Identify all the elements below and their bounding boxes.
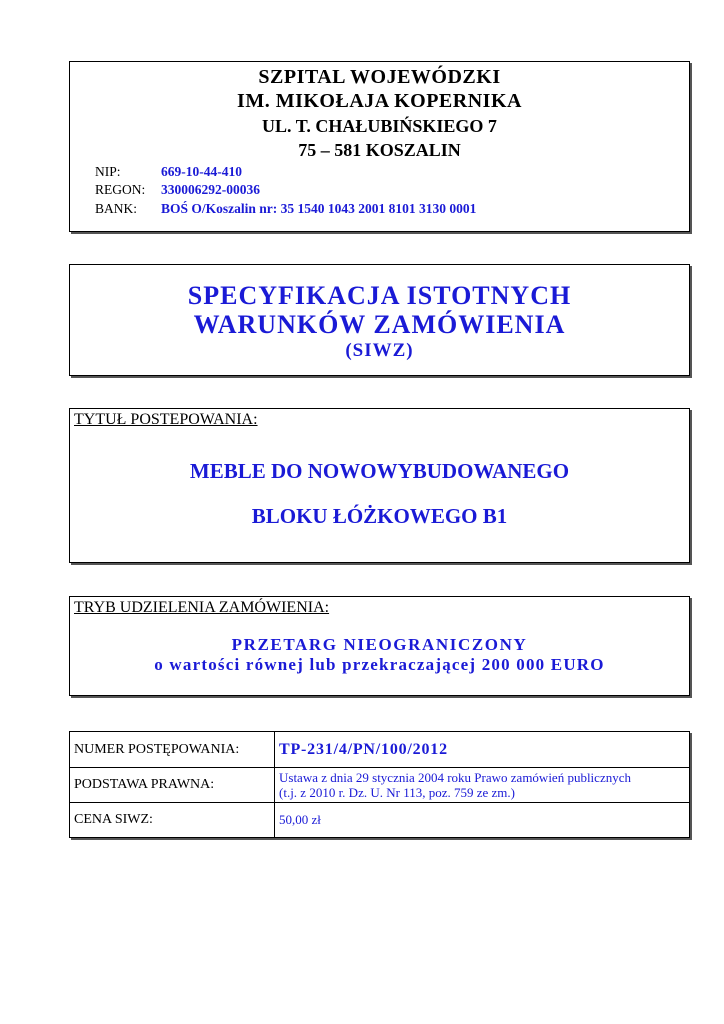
bank-label: BANK: — [95, 201, 138, 216]
regon-label: REGON: — [95, 182, 146, 197]
nip-value: 669-10-44-410 — [161, 164, 242, 179]
procedure-line1: PRZETARG NIEOGRANICZONY — [231, 635, 528, 654]
case-number-value — [275, 732, 690, 768]
regon-row — [95, 182, 260, 198]
title-line1: SPECYFIKACJA ISTOTNYCH — [187, 281, 572, 310]
nip-label: NIP: — [95, 164, 121, 179]
hospital-street: UL. T. CHAŁUBIŃSKIEGO 7 — [262, 116, 497, 136]
legal-basis-line1: Ustawa z dnia 29 stycznia 2004 roku Prawo zamówień publicznych — [279, 770, 631, 785]
nip-row — [95, 164, 242, 180]
subject-line1: MEBLE DO NOWOWYBUDOWANEGO — [189, 459, 570, 483]
price-label: CENA SIWZ: — [70, 803, 275, 838]
bank-row — [95, 201, 476, 217]
details-table — [69, 731, 690, 838]
price-value — [275, 803, 690, 838]
title-abbreviation: (SIWZ) — [345, 340, 414, 361]
table-row — [70, 803, 690, 838]
subject-line2: BLOKU ŁÓŻKOWEGO B1 — [251, 504, 508, 528]
table-row — [70, 768, 690, 803]
regon-value: 330006292-00036 — [161, 182, 260, 197]
document-title-box — [69, 264, 690, 376]
procedure-line2: o wartości równej lub przekraczającej 200 000 EURO — [154, 655, 605, 674]
subject-box — [69, 408, 690, 563]
case-number-text: TP-231/4/PN/100/2012 — [279, 740, 448, 758]
subject-label: TYTUŁ POSTEPOWANIA: — [74, 411, 258, 428]
procedure-box — [69, 596, 690, 696]
legal-basis-value — [275, 768, 690, 803]
hospital-header-box — [69, 61, 690, 232]
hospital-city: 75 – 581 KOSZALIN — [298, 140, 461, 160]
legal-basis-label: PODSTAWA PRAWNA: — [70, 768, 275, 803]
title-line2: WARUNKÓW ZAMÓWIENIA — [193, 310, 566, 339]
table-row — [70, 732, 690, 768]
legal-basis-line2: (t.j. z 2010 r. Dz. U. Nr 113, poz. 759 ze zm.) — [279, 785, 515, 800]
hospital-name-line1: SZPITAL WOJEWÓDZKI — [258, 66, 501, 88]
hospital-name-line2: IM. MIKOŁAJA KOPERNIKA — [237, 90, 522, 112]
bank-value: BOŚ O/Koszalin nr: 35 1540 1043 2001 8101 3130 0001 — [161, 201, 477, 216]
price-text: 50,00 zł — [279, 812, 321, 827]
procedure-label: TRYB UDZIELENIA ZAMÓWIENIA: — [74, 599, 330, 616]
case-number-label: NUMER POSTĘPOWANIA: — [70, 732, 275, 768]
